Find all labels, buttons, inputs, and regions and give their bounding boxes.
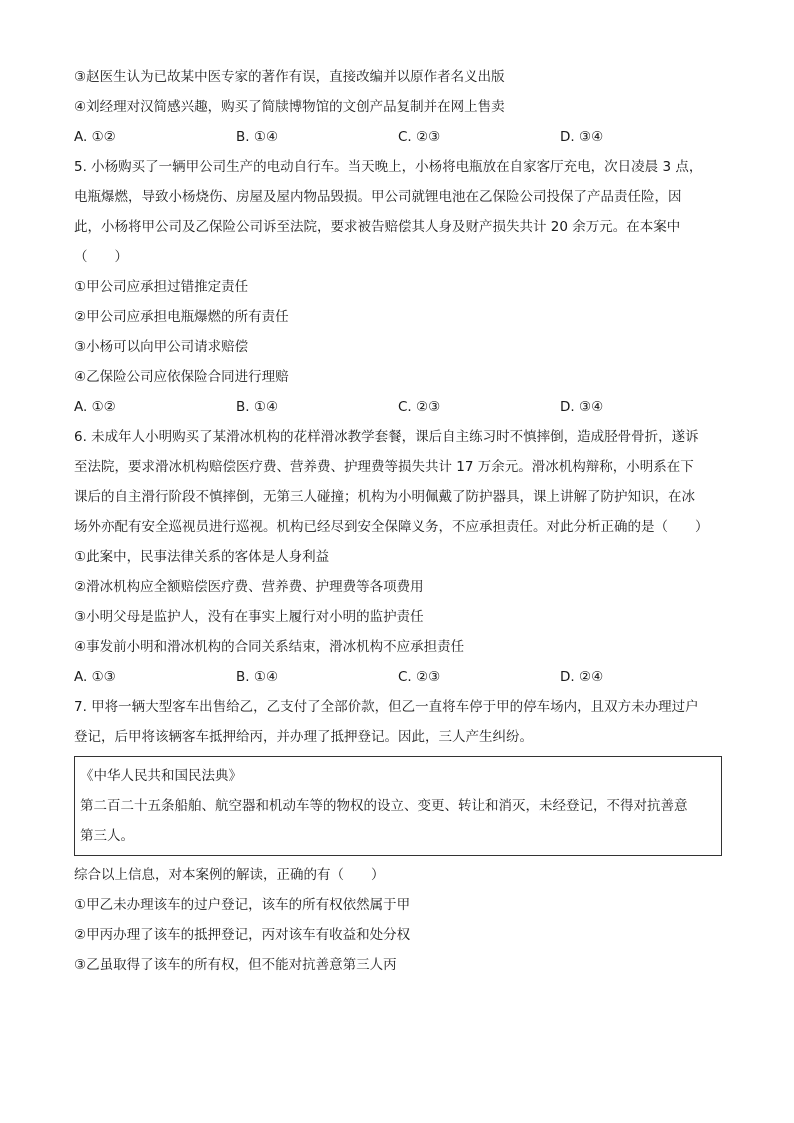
q6-item-1: ①此案中，民事法律关系的客体是人身利益 [74, 549, 330, 565]
q5-option-a: A. ①② [74, 399, 116, 415]
q6-option-b: B. ①④ [236, 669, 279, 685]
q4-item-4: ④刘经理对汉简感兴趣，购买了简牍博物馆的文创产品复制并在网上售卖 [74, 99, 505, 115]
document-page [74, 62, 722, 980]
q6-item-3: ③小明父母是监护人，没有在事实上履行对小明的监护责任 [74, 609, 424, 625]
q7-stem-line: 7. 甲将一辆大型客车出售给乙，乙支付了全部价款，但乙一直将车停于甲的停车场内，且双方未办理过户 [74, 699, 699, 715]
q7-stem-line: 登记，后甲将该辆客车抵押给丙，并办理了抵押登记。因此，三人产生纠纷。 [74, 729, 533, 745]
q4-option-d: D. ③④ [560, 129, 604, 145]
q4-option-b: B. ①④ [236, 129, 279, 145]
q7-prompt: 综合以上信息，对本案例的解读，正确的有（ ） [74, 867, 385, 883]
q6-option-d: D. ②④ [560, 669, 604, 685]
q5-item-4: ④乙保险公司应依保险合同进行理赔 [74, 369, 289, 385]
q5-option-c: C. ②③ [398, 399, 441, 415]
q5-option-d: D. ③④ [560, 399, 604, 415]
q6-stem-line: 6. 未成年人小明购买了某滑冰机构的花样滑冰教学套餐，课后自主练习时不慎摔倒，造成胫骨骨折，遂诉 [74, 429, 699, 445]
q5-stem-line: 此，小杨将甲公司及乙保险公司诉至法院，要求被告赔偿其人身及财产损失共计 20 余万元。在本案中 [74, 219, 681, 235]
q4-item-3: ③赵医生认为已故某中医专家的著作有误，直接改编并以原作者名义出版 [74, 69, 505, 85]
q6-option-c: C. ②③ [398, 669, 441, 685]
q7-item-3: ③乙虽取得了该车的所有权，但不能对抗善意第三人丙 [74, 957, 397, 973]
civil-code-quote-box [74, 756, 722, 856]
q6-stem-line: 至法院，要求滑冰机构赔偿医疗费、营养费、护理费等损失共计 17 万余元。滑冰机构辩称，小明系在下 [74, 459, 694, 475]
q5-stem-line: 5. 小杨购买了一辆甲公司生产的电动自行车。当天晚上，小杨将电瓶放在自家客厅充电，次日凌晨 3 点， [74, 159, 703, 175]
q6-options [74, 662, 722, 692]
quote-title: 《中华人民共和国民法典》 [80, 768, 242, 784]
q5-option-b: B. ①④ [236, 399, 279, 415]
q5-item-3: ③小杨可以向甲公司请求赔偿 [74, 339, 249, 355]
q6-item-4: ④事发前小明和滑冰机构的合同关系结束，滑冰机构不应承担责任 [74, 639, 465, 655]
q4-option-a: A. ①② [74, 129, 116, 145]
q5-stem-line: 电瓶爆燃，导致小杨烧伤、房屋及屋内物品毁损。甲公司就锂电池在乙保险公司投保了产品责任险，因 [74, 189, 682, 205]
q7-item-2: ②甲丙办理了该车的抵押登记，丙对该车有收益和处分权 [74, 927, 411, 943]
quote-text-line: 第二百二十五条船舶、航空器和机动车等的物权的设立、变更、转让和消灭，未经登记，不得对抗善意 [80, 798, 688, 814]
quote-text-line: 第三人。 [80, 828, 134, 844]
q4-options [74, 122, 722, 152]
q6-option-a: A. ①③ [74, 669, 116, 685]
q5-item-2: ②甲公司应承担电瓶爆燃的所有责任 [74, 309, 289, 325]
q6-stem-line: 场外亦配有安全巡视员进行巡视。机构已经尽到安全保障义务，不应承担责任。对此分析正确的是（ ） [74, 519, 709, 535]
q5-options [74, 392, 722, 422]
q7-item-1: ①甲乙未办理该车的过户登记，该车的所有权依然属于甲 [74, 897, 411, 913]
q4-option-c: C. ②③ [398, 129, 441, 145]
q5-stem-line: （ ） [74, 249, 128, 265]
q6-stem-line: 课后的自主滑行阶段不慎摔倒，无第三人碰撞；机构为小明佩戴了防护器具，课上讲解了防护知识，在冰 [74, 489, 695, 505]
q5-item-1: ①甲公司应承担过错推定责任 [74, 279, 249, 295]
q6-item-2: ②滑冰机构应全额赔偿医疗费、营养费、护理费等各项费用 [74, 579, 424, 595]
